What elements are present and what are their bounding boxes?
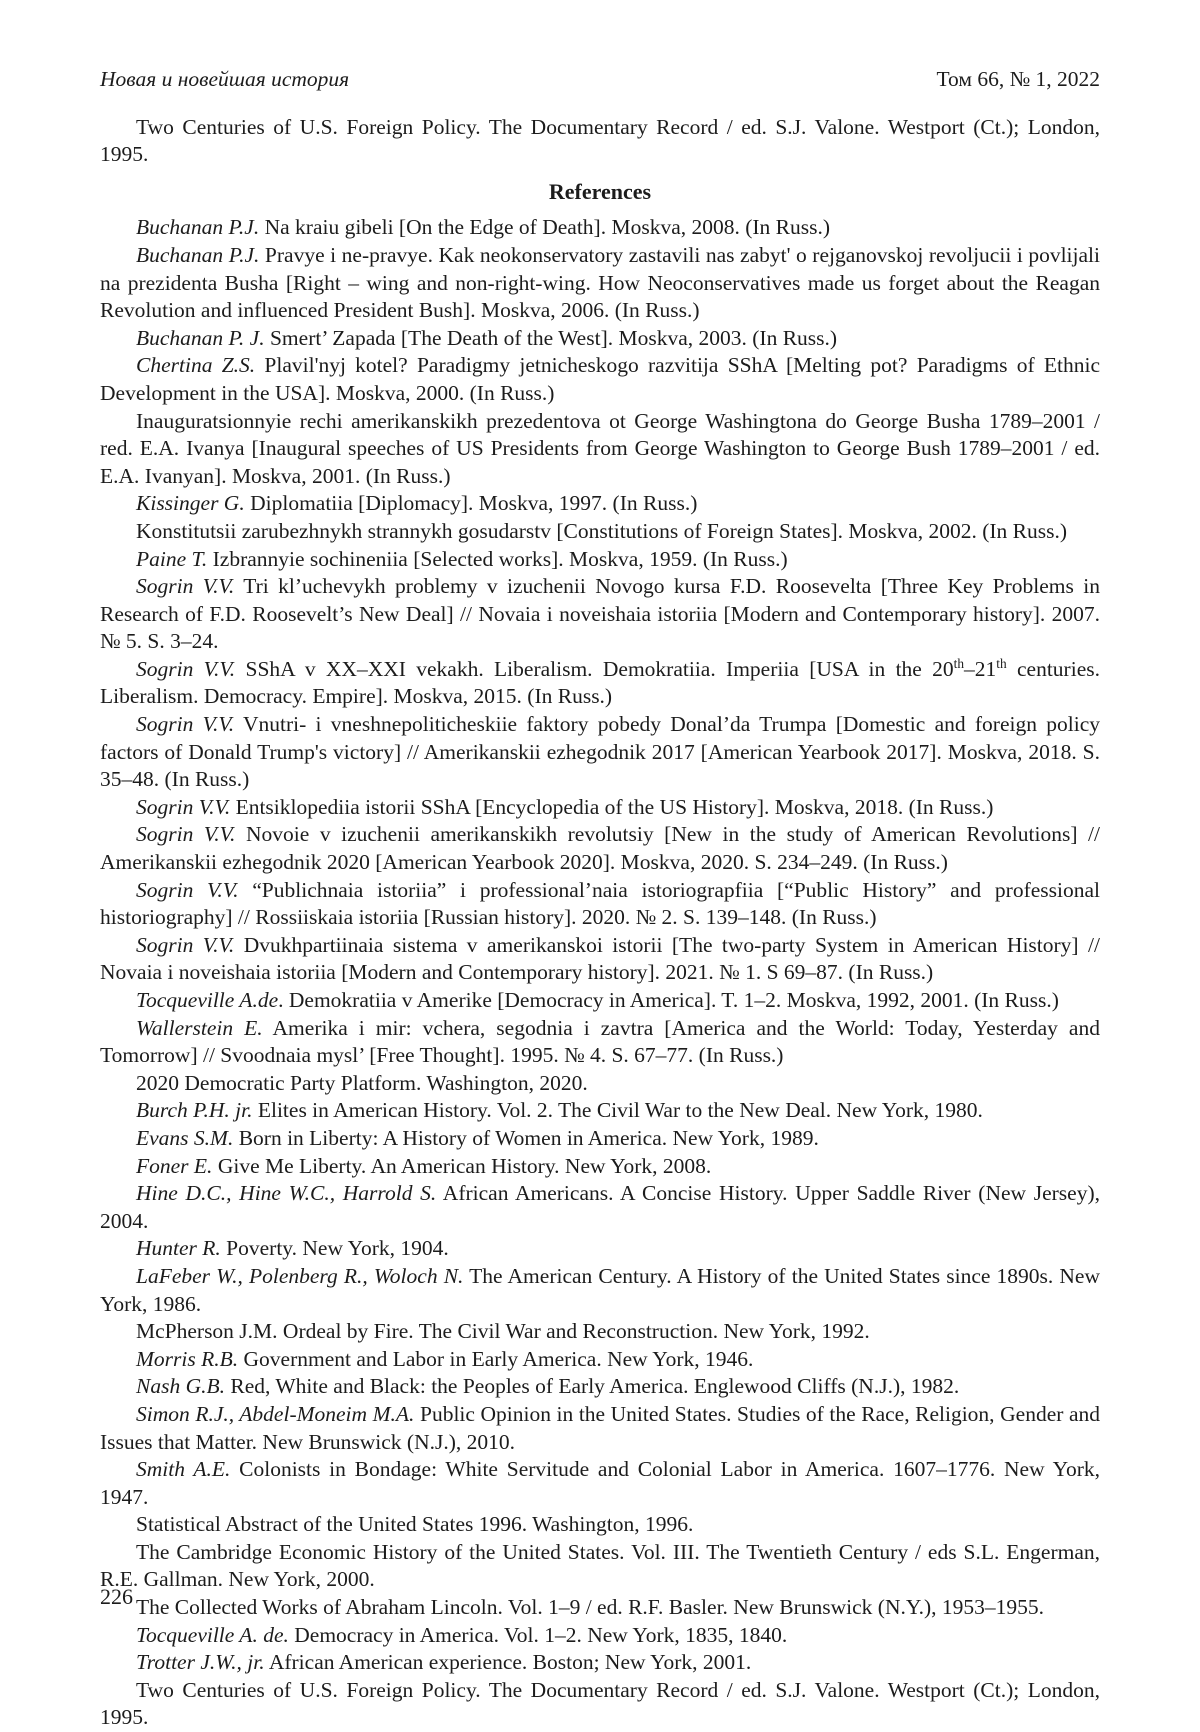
issue-info: Том 66, № 1, 2022 [936, 67, 1100, 91]
reference-text: Entsiklopediia istorii SShA [Encyclopedia of the US History]. Moskva, 2018. (In Russ.) [230, 794, 994, 819]
reference-entry [100, 408, 1100, 491]
reference-entry [100, 794, 1100, 822]
reference-text: Democracy in America. Vol. 1–2. New York, 1835, 1840. [288, 1622, 788, 1647]
reference-text: Two Centuries of U.S. Foreign Policy. The Documentary Record / ed. S.J. Valone. Westport (Ct.); London, 1995. [100, 1677, 1100, 1730]
reference-text: Born in Liberty: A History of Women in America. New York, 1989. [233, 1125, 819, 1150]
reference-text: Inauguratsionnyie rechi amerikanskikh prezedentova ot George Washingtona do George Busha 1789–2001 / red. E.A. Ivanya [Inaugural speeches of US Presidents from George Washington to George Bush 1789–2001 / ed. E.A. Ivanyan]. Moskva, 2001. (In Russ.) [100, 408, 1100, 488]
reference-entry [100, 518, 1100, 546]
reference-entry [100, 1125, 1100, 1153]
reference-entry [100, 573, 1100, 656]
reference-text: SShA v XX–XXI vekakh. Liberalism. Demokratiia. Imperiia [USA in the 20th–21th centuries. Liberalism. Democracy. Empire]. Moskva, 2015. (In Russ.) [100, 655, 1100, 709]
reference-text: Elites in American History. Vol. 2. The Civil War to the New Deal. New York, 1980. [252, 1098, 983, 1123]
reference-entry [100, 352, 1100, 407]
reference-author: Sogrin V.V. [136, 877, 239, 902]
reference-entry [100, 1649, 1100, 1677]
reference-text: Plavil'nyj kotel? Paradigmy jetnicheskogo razvitija SShA [Melting pot? Paradigms of Ethnic Development in the USA]. Moskva, 2000. (In Russ.) [100, 353, 1100, 405]
reference-author: Sogrin V.V. [136, 794, 231, 819]
intro-paragraph: Two Centuries of U.S. Foreign Policy. The Documentary Record / ed. S.J. Valone. Westport (Ct.); London, 1995. [100, 114, 1100, 167]
journal-title: Новая и новейшая история [100, 67, 350, 91]
reference-text: Novoie v izuchenii amerikanskikh revolutsiy [New in the study of American Revolutions] // Amerikanskii ezhegodnik 2020 [American Yearbook 2020]. Moskva, 2020. S. 234–249. (In Russ.) [100, 822, 1100, 875]
page-number: 226 [100, 1584, 133, 1609]
reference-author: Buchanan P.J. [136, 215, 260, 240]
reference-text: Government and Labor in Early America. New York, 1946. [238, 1346, 754, 1371]
reference-text: The American Century. A History of the United States since 1890s. New York, 1986. [100, 1263, 1100, 1316]
reference-author: Sogrin V.V. [136, 712, 235, 737]
reference-entry [100, 1677, 1100, 1732]
reference-text: African American experience. Boston; New York, 2001. [264, 1650, 752, 1675]
reference-entry [100, 932, 1100, 987]
reference-text: Poverty. New York, 1904. [220, 1236, 449, 1261]
reference-text: Red, White and Black: the Peoples of Early America. Englewood Cliffs (N.J.), 1982. [225, 1374, 960, 1399]
reference-entry [100, 1373, 1100, 1401]
reference-text: Na kraiu gibeli [On the Edge of Death]. Moskva, 2008. (In Russ.) [259, 215, 831, 240]
reference-author: Sogrin V.V. [136, 574, 235, 599]
reference-entry [100, 1263, 1100, 1318]
reference-author: Sogrin V.V. [136, 822, 236, 847]
reference-entry [100, 877, 1100, 932]
reference-text: . Demokratiia v Amerike [Democracy in America]. T. 1–2. Moskva, 1992, 2001. (In Russ.) [278, 988, 1059, 1012]
reference-text: Diplomatiia [Diplomacy]. Moskva, 1997. (In Russ.) [244, 491, 698, 516]
reference-author: Buchanan P. J. [136, 325, 265, 350]
reference-text: African Americans. A Concise History. Upper Saddle River (New Jersey), 2004. [100, 1181, 1101, 1233]
reference-author: Simon R.J., Abdel-Moneim M.A. [136, 1401, 415, 1426]
reference-text: Dvukhpartiinaia sistema v amerikanskoi istorii [The two-party System in American History] // Novaia i noveishaia istoriia [Modern and Contemporary history]. 2021. № 1. S 69–87. (In Russ.) [100, 932, 1100, 985]
reference-text: 2020 Democratic Party Platform. Washington, 2020. [136, 1070, 588, 1095]
reference-text: Vnutri- i vneshnepoliticheskiie faktory pobedy Donal’da Trumpa [Domestic and foreign policy factors of Donald Trump's victory] // Amerikanskii ezhegodnik 2017 [American Yearbook 2017]. Moskva, 2018. S. 35–48. (In Russ.) [100, 712, 1100, 792]
reference-entry [100, 1015, 1100, 1070]
reference-entry [100, 711, 1100, 794]
reference-text: McPherson J.M. Ordeal by Fire. The Civil War and Reconstruction. New York, 1992. [136, 1319, 870, 1344]
reference-author: Sogrin V.V. [136, 932, 235, 957]
reference-entry [100, 821, 1100, 876]
reference-author: LaFeber W., Polenberg R., Woloch N. [136, 1263, 464, 1288]
reference-text: Statistical Abstract of the United States 1996. Washington, 1996. [136, 1512, 694, 1537]
reference-entry [100, 242, 1100, 325]
reference-text: Smert’ Zapada [The Death of the West]. Moskva, 2003. (In Russ.) [264, 325, 838, 350]
reference-entry [100, 490, 1100, 518]
reference-text: “Publichnaia istoriia” i professional’naia istoriograpfiia [“Public History” and professional historiography] // Rossiiskaia istoriia [Russian history]. 2020. № 2. S. 139–148. (In Russ.) [100, 877, 1100, 930]
reference-author: Sogrin V.V. [136, 656, 236, 681]
reference-entry [100, 1097, 1100, 1125]
references-heading: References [548, 178, 652, 204]
reference-entry [100, 1594, 1100, 1622]
reference-author: Morris R.B. [136, 1346, 239, 1371]
reference-text: Give Me Liberty. An American History. New York, 2008. [212, 1153, 712, 1178]
reference-entry [100, 1622, 1100, 1650]
reference-entry [100, 1401, 1100, 1456]
reference-author: Hine D.C., Hine W.C., Harrold S. [136, 1181, 437, 1206]
reference-author: Trotter J.W., jr. [136, 1650, 265, 1675]
reference-entry [100, 1346, 1100, 1374]
reference-entry [100, 1153, 1100, 1181]
references-list [100, 214, 1100, 1732]
reference-entry [100, 1511, 1100, 1539]
reference-author: Hunter R. [136, 1236, 221, 1261]
reference-text: Colonists in Bondage: White Servitude and Colonial Labor in America. 1607–1776. New York, 1947. [100, 1457, 1100, 1509]
reference-author: Tocqueville A. de. [136, 1622, 289, 1647]
reference-author: Wallerstein E. [136, 1015, 263, 1040]
reference-author: Chertina Z.S. [136, 353, 256, 378]
reference-text: Pravye i ne-pravye. Kak neokonservatory zastavili nas zabyt' o rejganovskoj revoljucii i povlijali na prezidenta Busha [Right – wing and non-right-wing. How Neoconservatives made us forget about the Reagan Revolution and influenced President Bush]. Moskva, 2006. (In Russ.) [100, 242, 1100, 323]
running-header [100, 66, 1100, 94]
reference-entry [100, 1318, 1100, 1346]
reference-entry [100, 1180, 1100, 1235]
reference-text: Public Opinion in the United States. Studies of the Race, Religion, Gender and Issues that Matter. New Brunswick (N.J.), 2010. [100, 1401, 1101, 1454]
reference-author: Smith A.E. [136, 1457, 231, 1482]
reference-author: Nash G.B. [136, 1374, 225, 1399]
reference-text: Konstitutsii zarubezhnykh strannykh gosudarstv [Constitutions of Foreign States]. Moskva, 2002. (In Russ.) [136, 518, 1067, 543]
reference-text: Izbrannyie sochineniia [Selected works]. Moskva, 1959. (In Russ.) [207, 546, 788, 571]
reference-entry [100, 546, 1100, 574]
reference-author: Foner E. [136, 1153, 213, 1178]
reference-author: Burch P.H. jr. [136, 1098, 253, 1123]
reference-entry [100, 214, 1100, 242]
reference-author: Paine T. [136, 546, 208, 571]
reference-text: The Cambridge Economic History of the United States. Vol. III. The Twentieth Century / eds S.L. Engerman, R.E. Gallman. New York, 2000. [100, 1539, 1100, 1592]
reference-entry [100, 1070, 1100, 1098]
reference-text: Tri kl’uchevykh problemy v izuchenii Novogo kursa F.D. Roosevelta [Three Key Problems in Research of F.D. Roosevelt’s New Deal] // Novaia i noveishaia istoriia [Modern and Contemporary history]. 2007. № 5. S. 3–24. [100, 574, 1100, 654]
reference-entry [100, 1456, 1100, 1511]
reference-text: Amerika i mir: vchera, segodnia i zavtra [America and the World: Today, Yesterday and Tomorrow] // Svoodnaia mysl’ [Free Thought]. 1995. № 4. S. 67–77. (In Russ.) [100, 1015, 1100, 1068]
reference-entry [100, 656, 1100, 711]
reference-author: Buchanan P.J. [136, 242, 260, 267]
reference-entry [100, 987, 1100, 1015]
reference-entry [100, 1539, 1100, 1594]
reference-author: Kissinger G. [136, 491, 245, 516]
reference-author: Tocqueville A.de [136, 988, 279, 1012]
reference-entry [100, 325, 1100, 353]
reference-entry [100, 1235, 1100, 1263]
reference-text: The Collected Works of Abraham Lincoln. Vol. 1–9 / ed. R.F. Basler. New Brunswick (N.Y.), 1953–1955. [136, 1595, 1045, 1620]
reference-author: Evans S.M. [136, 1125, 234, 1150]
